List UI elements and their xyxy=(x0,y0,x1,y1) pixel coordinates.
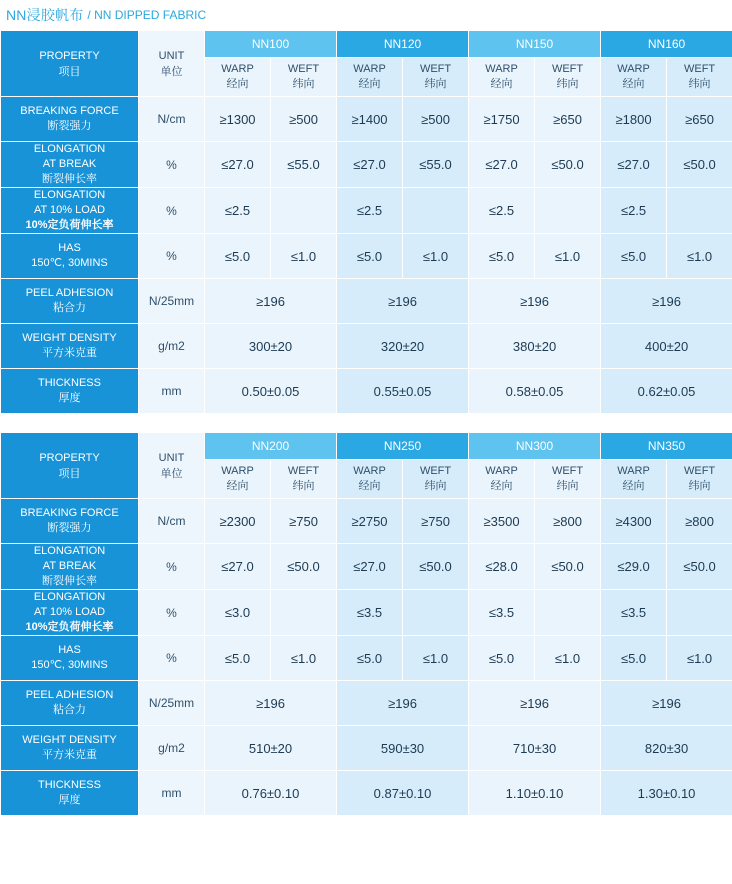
cell-value: 0.76±0.10 xyxy=(205,771,337,816)
row-unit: g/m2 xyxy=(139,324,205,369)
row-unit: N/cm xyxy=(139,499,205,544)
cell-value: ≤1.0 xyxy=(271,234,337,279)
cell-value: ≤1.0 xyxy=(271,636,337,681)
cell-value: 0.62±0.05 xyxy=(601,369,732,414)
cell-value: 0.87±0.10 xyxy=(337,771,469,816)
cell-value: 590±30 xyxy=(337,726,469,771)
header-grade-nn200: NN200 xyxy=(205,433,337,460)
row-label-cn: 粘合力 xyxy=(53,302,86,314)
cell-value: ≤3.5 xyxy=(337,590,403,636)
cell-value: ≤5.0 xyxy=(205,234,271,279)
cell-value: ≤1.0 xyxy=(535,234,601,279)
row-label-cn: 粘合力 xyxy=(53,704,86,716)
cell-empty xyxy=(535,188,601,234)
row-label-en: BREAKING FORCE xyxy=(20,507,119,519)
cell-empty xyxy=(403,188,469,234)
header-unit-cn: 单位 xyxy=(160,65,183,78)
row-unit: % xyxy=(139,636,205,681)
cell-empty xyxy=(667,590,732,636)
cell-value: ≤5.0 xyxy=(601,636,667,681)
header-warp-nn120: WARP 经向 xyxy=(337,58,403,97)
row-label-cn: 150℃, 30MINS xyxy=(31,257,108,269)
cell-value: ≤50.0 xyxy=(403,544,469,590)
header-grade-nn150: NN150 xyxy=(469,31,601,58)
row-label-cn: 10%定负荷伸长率 xyxy=(25,621,114,633)
row-label-en: THICKNESS xyxy=(38,779,101,791)
cell-value: ≤1.0 xyxy=(667,234,732,279)
row-label xyxy=(1,142,139,188)
cell-value: ≤5.0 xyxy=(205,636,271,681)
row-unit: g/m2 xyxy=(139,726,205,771)
header-grade-nn300: NN300 xyxy=(469,433,601,460)
header-weft-nn100: WEFT 纬向 xyxy=(271,58,337,97)
table-spacer xyxy=(0,414,732,432)
header-grade-nn250: NN250 xyxy=(337,433,469,460)
cell-empty xyxy=(535,590,601,636)
row-label-cn: 厚度 xyxy=(58,392,81,404)
cell-value: ≤50.0 xyxy=(271,544,337,590)
table-row xyxy=(1,188,732,234)
cell-value: ≤2.5 xyxy=(601,188,667,234)
header-grade-nn120: NN120 xyxy=(337,31,469,58)
header-weft-nn120: WEFT 纬向 xyxy=(403,58,469,97)
cell-value: ≤5.0 xyxy=(601,234,667,279)
table-row xyxy=(1,499,732,544)
cell-value: ≥2750 xyxy=(337,499,403,544)
row-label-cn: 厚度 xyxy=(58,794,81,806)
cell-value: 710±30 xyxy=(469,726,601,771)
row-label-cn: 平方米克重 xyxy=(42,749,97,761)
cell-value: ≤55.0 xyxy=(271,142,337,188)
cell-value: ≤28.0 xyxy=(469,544,535,590)
header-warp-nn100: WARP 经向 xyxy=(205,58,271,97)
row-label xyxy=(1,726,139,771)
table-row xyxy=(1,234,732,279)
cell-value: 0.55±0.05 xyxy=(337,369,469,414)
cell-value: ≥4300 xyxy=(601,499,667,544)
header-property-en: PROPERTY xyxy=(39,49,100,62)
cell-value: ≤3.5 xyxy=(601,590,667,636)
header-property-en: PROPERTY xyxy=(39,451,100,464)
header-weft-nn300: WEFT 纬向 xyxy=(535,460,601,499)
header-grade-nn100: NN100 xyxy=(205,31,337,58)
cell-value: ≥196 xyxy=(469,681,601,726)
row-label xyxy=(1,544,139,590)
cell-value: 1.10±0.10 xyxy=(469,771,601,816)
row-label xyxy=(1,636,139,681)
cell-value: ≥196 xyxy=(601,681,732,726)
cell-value: ≥1300 xyxy=(205,97,271,142)
cell-value: ≥196 xyxy=(337,681,469,726)
header-weft-nn350: WEFT 纬向 xyxy=(667,460,732,499)
cell-value: ≥800 xyxy=(667,499,732,544)
table-row xyxy=(1,771,732,816)
cell-value: ≤27.0 xyxy=(205,142,271,188)
row-unit: % xyxy=(139,234,205,279)
cell-value: ≥196 xyxy=(205,681,337,726)
header-row-grades xyxy=(1,31,732,58)
cell-value: ≤5.0 xyxy=(337,636,403,681)
row-label-cn: 断裂强力 xyxy=(47,522,92,534)
header-property xyxy=(1,433,139,499)
row-label-en: ELONGATION AT 10% LOAD xyxy=(33,591,106,618)
header-unit-cn: 单位 xyxy=(160,467,183,480)
cell-value: ≤27.0 xyxy=(337,544,403,590)
header-warp-nn200: WARP 经向 xyxy=(205,460,271,499)
cell-value: ≤2.5 xyxy=(337,188,403,234)
cell-empty xyxy=(271,590,337,636)
spec-table-2 xyxy=(0,432,732,816)
spec-table-1-body xyxy=(1,31,732,414)
header-weft-nn160: WEFT 纬向 xyxy=(667,58,732,97)
cell-value: ≥1750 xyxy=(469,97,535,142)
cell-value: ≤2.5 xyxy=(469,188,535,234)
cell-value: ≥800 xyxy=(535,499,601,544)
cell-value: ≤27.0 xyxy=(469,142,535,188)
row-label xyxy=(1,97,139,142)
row-label xyxy=(1,188,139,234)
row-label-en: WEIGHT DENSITY xyxy=(22,734,117,746)
cell-value: ≥1400 xyxy=(337,97,403,142)
spec-table-2-body xyxy=(1,433,732,816)
cell-value: 1.30±0.10 xyxy=(601,771,732,816)
cell-value: ≤27.0 xyxy=(601,142,667,188)
cell-value: ≤27.0 xyxy=(205,544,271,590)
table-row xyxy=(1,279,732,324)
cell-value: ≥2300 xyxy=(205,499,271,544)
row-label xyxy=(1,681,139,726)
table-row xyxy=(1,636,732,681)
row-label xyxy=(1,590,139,636)
cell-value: ≥650 xyxy=(667,97,732,142)
header-row-grades xyxy=(1,433,732,460)
cell-value: ≤55.0 xyxy=(403,142,469,188)
row-label-en: ELONGATION AT 10% LOAD xyxy=(33,189,106,216)
cell-value: ≥196 xyxy=(337,279,469,324)
row-label-en: ELONGATION AT BREAK xyxy=(33,545,106,572)
cell-value: ≤1.0 xyxy=(667,636,732,681)
cell-value: ≥500 xyxy=(271,97,337,142)
cell-value: ≤50.0 xyxy=(667,544,732,590)
cell-value: ≤27.0 xyxy=(337,142,403,188)
row-unit: N/25mm xyxy=(139,279,205,324)
row-label xyxy=(1,279,139,324)
row-label-en: THICKNESS xyxy=(38,377,101,389)
header-unit-en: UNIT xyxy=(158,451,185,464)
header-warp-nn150: WARP 经向 xyxy=(469,58,535,97)
header-weft-nn200: WEFT 纬向 xyxy=(271,460,337,499)
row-label-en: BREAKING FORCE xyxy=(20,105,119,117)
table-row xyxy=(1,324,732,369)
row-label-cn: 断裂伸长率 xyxy=(42,173,97,185)
header-unit xyxy=(139,433,205,499)
cell-value: 820±30 xyxy=(601,726,732,771)
row-label-cn: 断裂强力 xyxy=(47,120,92,132)
cell-value: 320±20 xyxy=(337,324,469,369)
header-warp-nn300: WARP 经向 xyxy=(469,460,535,499)
cell-value: ≤5.0 xyxy=(337,234,403,279)
cell-value: ≥750 xyxy=(271,499,337,544)
row-label xyxy=(1,324,139,369)
table-row xyxy=(1,681,732,726)
cell-value: ≤1.0 xyxy=(403,234,469,279)
cell-value: ≤50.0 xyxy=(535,142,601,188)
row-label-en: PEEL ADHESION xyxy=(25,287,114,299)
cell-value: ≤3.5 xyxy=(469,590,535,636)
table-row xyxy=(1,97,732,142)
cell-empty xyxy=(667,188,732,234)
row-label xyxy=(1,369,139,414)
row-unit: N/cm xyxy=(139,97,205,142)
document-header xyxy=(0,0,732,30)
row-unit: % xyxy=(139,142,205,188)
table-row xyxy=(1,590,732,636)
table-row xyxy=(1,726,732,771)
row-label-cn: 断裂伸长率 xyxy=(42,575,97,587)
cell-value: 0.58±0.05 xyxy=(469,369,601,414)
cell-value: ≤29.0 xyxy=(601,544,667,590)
header-weft-nn150: WEFT 纬向 xyxy=(535,58,601,97)
cell-value: ≥750 xyxy=(403,499,469,544)
row-unit: % xyxy=(139,188,205,234)
header-unit xyxy=(139,31,205,97)
cell-value: ≤1.0 xyxy=(535,636,601,681)
spec-table-1 xyxy=(0,30,732,414)
cell-value: 300±20 xyxy=(205,324,337,369)
cell-value: 0.50±0.05 xyxy=(205,369,337,414)
row-label-cn: 10%定负荷伸长率 xyxy=(25,219,114,231)
cell-empty xyxy=(271,188,337,234)
cell-value: 400±20 xyxy=(601,324,732,369)
row-unit: % xyxy=(139,590,205,636)
row-label-cn: 平方米克重 xyxy=(42,347,97,359)
row-label-en: HAS xyxy=(58,242,81,254)
header-property xyxy=(1,31,139,97)
row-label-en: PEEL ADHESION xyxy=(25,689,114,701)
document-title-en: / NN DIPPED FABRIC xyxy=(87,8,207,22)
cell-empty xyxy=(403,590,469,636)
row-label-en: HAS xyxy=(58,644,81,656)
row-label-en: WEIGHT DENSITY xyxy=(22,332,117,344)
cell-value: ≤5.0 xyxy=(469,636,535,681)
cell-value: ≤1.0 xyxy=(403,636,469,681)
header-property-cn: 项目 xyxy=(58,467,81,480)
cell-value: ≥3500 xyxy=(469,499,535,544)
header-grade-nn160: NN160 xyxy=(601,31,732,58)
table-row xyxy=(1,142,732,188)
cell-value: ≤50.0 xyxy=(667,142,732,188)
row-label xyxy=(1,771,139,816)
header-grade-nn350: NN350 xyxy=(601,433,732,460)
row-label-en: ELONGATION AT BREAK xyxy=(33,143,106,170)
row-label xyxy=(1,499,139,544)
row-unit: % xyxy=(139,544,205,590)
cell-value: ≥196 xyxy=(601,279,732,324)
cell-value: ≤2.5 xyxy=(205,188,271,234)
row-label-cn: 150℃, 30MINS xyxy=(31,659,108,671)
header-warp-nn160: WARP 经向 xyxy=(601,58,667,97)
header-property-cn: 项目 xyxy=(58,65,81,78)
table-row xyxy=(1,544,732,590)
cell-value: ≥650 xyxy=(535,97,601,142)
cell-value: ≥500 xyxy=(403,97,469,142)
row-unit: mm xyxy=(139,771,205,816)
header-warp-nn250: WARP 经向 xyxy=(337,460,403,499)
header-unit-en: UNIT xyxy=(158,49,185,62)
cell-value: ≤50.0 xyxy=(535,544,601,590)
table-row xyxy=(1,369,732,414)
document-title-cn: NN浸胶帆布 xyxy=(6,7,84,23)
cell-value: ≤5.0 xyxy=(469,234,535,279)
header-warp-nn350: WARP 经向 xyxy=(601,460,667,499)
header-weft-nn250: WEFT 纬向 xyxy=(403,460,469,499)
cell-value: ≥196 xyxy=(469,279,601,324)
cell-value: ≥196 xyxy=(205,279,337,324)
cell-value: 380±20 xyxy=(469,324,601,369)
cell-value: ≤3.0 xyxy=(205,590,271,636)
row-label xyxy=(1,234,139,279)
row-unit: N/25mm xyxy=(139,681,205,726)
cell-value: ≥1800 xyxy=(601,97,667,142)
row-unit: mm xyxy=(139,369,205,414)
cell-value: 510±20 xyxy=(205,726,337,771)
